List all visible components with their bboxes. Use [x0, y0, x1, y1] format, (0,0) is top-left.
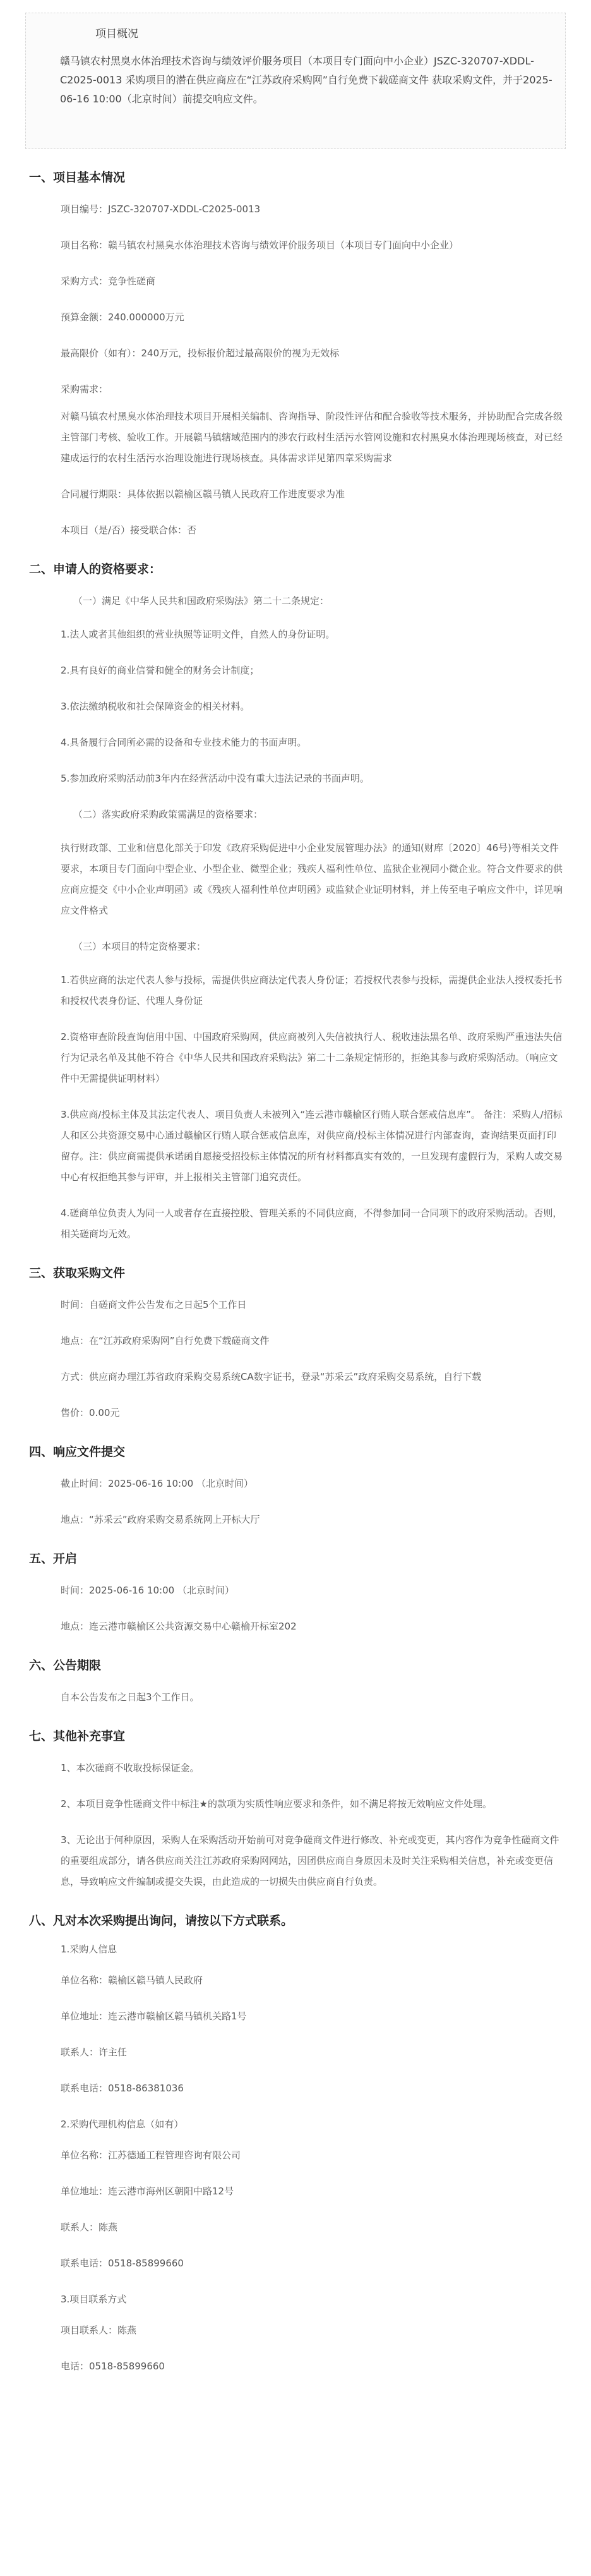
section-submission	[25, 1442, 566, 1530]
project-name-label: 项目名称：	[61, 239, 109, 251]
overview-title: 项目概况	[95, 28, 138, 40]
agency-contact-label: 联系人：	[61, 2222, 99, 2233]
project-name-value: 赣马镇农村黑臭水体治理技术咨询与绩效评价服务项目（本项目专门面向中小企业）	[108, 239, 459, 251]
submission-place-value: “苏采云”政府采购交易系统网上开标大厅	[89, 1514, 260, 1525]
requirements-label: 采购需求：	[61, 384, 109, 395]
obtain-time-label: 时间：	[61, 1299, 90, 1310]
other-matter-item: 1、本次磋商不收取投标保证金。	[61, 1762, 200, 1774]
qualification-item: 2.具有良好的商业信誉和健全的财务会计制度；	[61, 665, 260, 676]
project-name	[61, 235, 566, 256]
buyer-address-label: 单位地址：	[61, 2011, 109, 2022]
section-announcement-period	[25, 1656, 566, 1708]
obtain-time-value: 自磋商文件公告发布之日起5个工作日	[89, 1299, 247, 1310]
section-contacts	[25, 1911, 566, 2373]
opening-time-value: 2025-06-16 10:00 （北京时间）	[89, 1585, 234, 1596]
qualification-subtitle-3: （三）本项目的特定资格要求：	[73, 941, 206, 952]
opening-time-label: 时间：	[61, 1585, 90, 1596]
project-number-label: 项目编号：	[61, 203, 109, 215]
obtain-price-label: 售价：	[61, 1407, 90, 1418]
agency-contact	[61, 2220, 566, 2234]
agency-name	[61, 2148, 566, 2162]
policy-text: 执行财政部、工业和信息化部关于印发《政府采购促进中小企业发展管理办法》的通知(财库〔2020〕46号)等相关文件要求，本项目专门面向中型企业、小型企业、微型企业；残疾人福利性单位、监狱企业视同小微企业。符合文件要求的供应商应提交《中小企业声明函》或《残疾人福利性单位声明函》或监狱企业证明材料，并上传至电子响应文件中，详见响应文件格式	[61, 842, 563, 916]
budget-label: 预算金额：	[61, 311, 109, 323]
qualification-item: 1.法人或者其他组织的营业执照等证明文件，自然人的身份证明。	[61, 629, 335, 640]
project-overview	[25, 13, 566, 149]
project-phone	[61, 2359, 566, 2373]
project-phone-value: 0518-85899660	[89, 2361, 165, 2372]
special-qualification: 4.磋商单位负责人为同一人或者存在直接控股、管理关系的不同供应商，不得参加同一合同项下的政府采购活动。否则，相关磋商均无效。	[61, 1207, 563, 1240]
procurement-method-label: 采购方式：	[61, 275, 109, 287]
budget-value: 240.000000万元	[108, 311, 184, 323]
section-basic-info	[25, 168, 566, 541]
project-number	[61, 199, 566, 220]
procurement-method	[61, 271, 566, 292]
overview-text-main: 赣马镇农村黑臭水体治理技术咨询与绩效评价服务项目（本项目专门面向中小企业）JSZC-320707-XDDL-C2025-0013 采购项目的潜在供应商应在“江苏政府采购网”自行免费下载磋商文件 获取采购文件，并于	[60, 55, 534, 86]
agency-phone-value: 0518-85899660	[108, 2258, 184, 2269]
special-qualification: 2.资格审查阶段查询信用中国、中国政府采购网，供应商被列入失信被执行人、税收违法黑名单、政府采购严重违法失信行为记录名单及其他不符合《中华人民共和国政府采购法》第二十二条规定情形的，拒绝其参与政府采购活动。（响应文件中无需提供证明材料）	[61, 1031, 563, 1084]
obtain-method-label: 方式：	[61, 1371, 90, 1382]
section-title: 一、项目基本情况	[29, 171, 126, 184]
buyer-name-label: 单位名称：	[61, 1974, 109, 1986]
overview-text	[60, 52, 554, 109]
opening-time	[61, 1580, 566, 1601]
procurement-announcement	[0, 13, 591, 2576]
max-price-value: 240万元，投标报价超过最高限价的视为无效标	[141, 348, 340, 359]
agency-info-title: 2.采购代理机构信息（如有）	[61, 2119, 184, 2130]
section-title: 三、获取采购文件	[29, 1266, 126, 1280]
project-contact	[61, 2323, 566, 2337]
project-number-value: JSZC-320707-XDDL-C2025-0013	[108, 203, 261, 215]
project-contact-title: 3.项目联系方式	[61, 2294, 127, 2305]
overview-date: 2025-06-16 10:00	[60, 74, 552, 105]
section-qualifications	[25, 560, 566, 1245]
buyer-phone-value: 0518-86381036	[108, 2083, 184, 2094]
obtain-place-label: 地点：	[61, 1335, 90, 1346]
submission-deadline-label: 截止时间：	[61, 1478, 109, 1489]
obtain-price-value: 0.00元	[89, 1407, 120, 1418]
obtain-method	[61, 1367, 566, 1388]
submission-deadline-value: 2025-06-16 10:00 （北京时间）	[108, 1478, 253, 1489]
project-phone-label: 电话：	[61, 2361, 90, 2372]
opening-place	[61, 1616, 566, 1637]
section-title: 二、申请人的资格要求：	[29, 562, 162, 576]
overview-text-tail: （北京时间）前提交响应文件。	[121, 93, 263, 105]
buyer-address	[61, 2009, 566, 2023]
max-price-label: 最高限价（如有）：	[61, 348, 141, 359]
agency-phone-label: 联系电话：	[61, 2258, 109, 2269]
section-title: 七、其他补充事宜	[29, 1729, 126, 1743]
section-opening	[25, 1549, 566, 1637]
requirements-text: 对赣马镇农村黑臭水体治理技术项目开展相关编制、咨询指导、阶段性评估和配合验收等技术服务，并协助配合完成各级主管部门考核、验收工作。开展赣马镇辖域范围内的涉农行政村生活污水管网设施和农村黑臭水体治理现场核查，对已经建成运行的农村生活污水治理设施进行现场核查。具体需求详见第四章采购需求	[61, 411, 563, 464]
obtain-time	[61, 1295, 566, 1315]
buyer-contact-label: 联系人：	[61, 2047, 99, 2058]
qualification-item: 4.具备履行合同所必需的设备和专业技术能力的书面声明。	[61, 737, 307, 748]
announcement-period-text: 自本公告发布之日起3个工作日。	[61, 1691, 200, 1703]
section-title: 四、响应文件提交	[29, 1445, 126, 1459]
obtain-place	[61, 1331, 566, 1351]
consortium	[61, 520, 566, 541]
other-matter-item: 2、本项目竞争性磋商文件中标注★的款项为实质性响应要求和条件，如不满足将按无效响应文件处理。	[61, 1798, 492, 1810]
consortium-label: 本项目（是/否）接受联合体：	[61, 524, 188, 536]
buyer-phone-label: 联系电话：	[61, 2083, 109, 2094]
consortium-value: 否	[187, 524, 197, 536]
opening-place-value: 连云港市赣榆区公共资源交易中心赣榆开标室202	[89, 1621, 297, 1632]
obtain-place-value: 在“江苏政府采购网”自行免费下载磋商文件	[89, 1335, 270, 1346]
project-contact-label: 项目联系人：	[61, 2325, 118, 2336]
agency-contact-value: 陈燕	[98, 2222, 118, 2233]
contract-period	[61, 484, 566, 505]
buyer-contact-value: 许主任	[98, 2047, 128, 2058]
buyer-info-title: 1.采购人信息	[61, 1944, 117, 1955]
contract-period-label: 合同履行期限：	[61, 488, 128, 500]
submission-place-label: 地点：	[61, 1514, 90, 1525]
buyer-name-value: 赣榆区赣马镇人民政府	[108, 1974, 203, 1986]
special-qualification: 1.若供应商的法定代表人参与投标，需提供供应商法定代表人身份证；若授权代表参与投标，需提供企业法人授权委托书和授权代表身份证、代理人身份证	[61, 974, 563, 1007]
section-obtain-documents	[25, 1264, 566, 1424]
max-price	[61, 343, 566, 364]
special-qualification: 3.供应商/投标主体及其法定代表人、项目负责人未被列入“连云港市赣榆区行贿人联合惩戒信息库”。 备注：采购人/招标人和区公共资源交易中心通过赣榆区行贿人联合惩戒信息库，对供应商/投标主体情况进行内部查询，查询结果页面打印留存。注：供应商需提供承诺函自愿接受招投标主体情况的所有材料都真实有效的，一旦发现有虚假行为，采购人或交易中心有权拒绝其参与评审，并上报相关主管部门追究责任。	[61, 1109, 563, 1183]
budget	[61, 307, 566, 328]
obtain-price	[61, 1403, 566, 1424]
agency-phone	[61, 2256, 566, 2270]
agency-address-label: 单位地址：	[61, 2186, 109, 2197]
procurement-method-value: 竞争性磋商	[108, 275, 156, 287]
section-title: 六、公告期限	[29, 1659, 102, 1672]
agency-name-label: 单位名称：	[61, 2150, 109, 2161]
project-contact-value: 陈燕	[117, 2325, 137, 2336]
other-matter-item: 3、无论出于何种原因，采购人在采购活动开始前可对竞争磋商文件进行修改、补充或变更，其内容作为竞争性磋商文件的重要组成部分，请各供应商关注江苏政府采购网网站，因团供应商自身原因未及时关注采购相关信息，补充或变更信息，导致响应文件编制或提交失误，由此造成的一切损失由供应商自行负责。	[61, 1834, 559, 1887]
section-other-matters	[25, 1727, 566, 1892]
buyer-address-value: 连云港市赣榆区赣马镇机关路1号	[108, 2011, 247, 2022]
qualification-subtitle-1: （一）满足《中华人民共和国政府采购法》第二十二条规定：	[73, 595, 330, 607]
buyer-contact	[61, 2045, 566, 2059]
qualification-subtitle-2: （二）落实政府采购政策需满足的资格要求：	[73, 809, 263, 820]
qualification-item: 5.参加政府采购活动前3年内在经营活动中没有重大违法记录的书面声明。	[61, 773, 369, 784]
qualification-item: 3.依法缴纳税收和社会保障资金的相关材料。	[61, 701, 250, 712]
section-title: 五、开启	[29, 1552, 78, 1566]
agency-address	[61, 2184, 566, 2198]
obtain-method-value: 供应商办理江苏省政府采购交易系统CA数字证书，登录“苏采云”政府采购交易系统，自行下载	[89, 1371, 482, 1382]
buyer-phone	[61, 2081, 566, 2095]
submission-place	[61, 1509, 566, 1530]
buyer-name	[61, 1973, 566, 1986]
contract-period-value: 具体依据以赣榆区赣马镇人民政府工作进度要求为准	[127, 488, 345, 500]
opening-place-label: 地点：	[61, 1621, 90, 1632]
agency-address-value: 连云港市海州区朝阳中路12号	[108, 2186, 234, 2197]
submission-deadline	[61, 1473, 566, 1494]
section-title: 八、凡对本次采购提出询问，请按以下方式联系。	[29, 1914, 294, 1928]
agency-name-value: 江苏德通工程管理咨询有限公司	[108, 2150, 241, 2161]
